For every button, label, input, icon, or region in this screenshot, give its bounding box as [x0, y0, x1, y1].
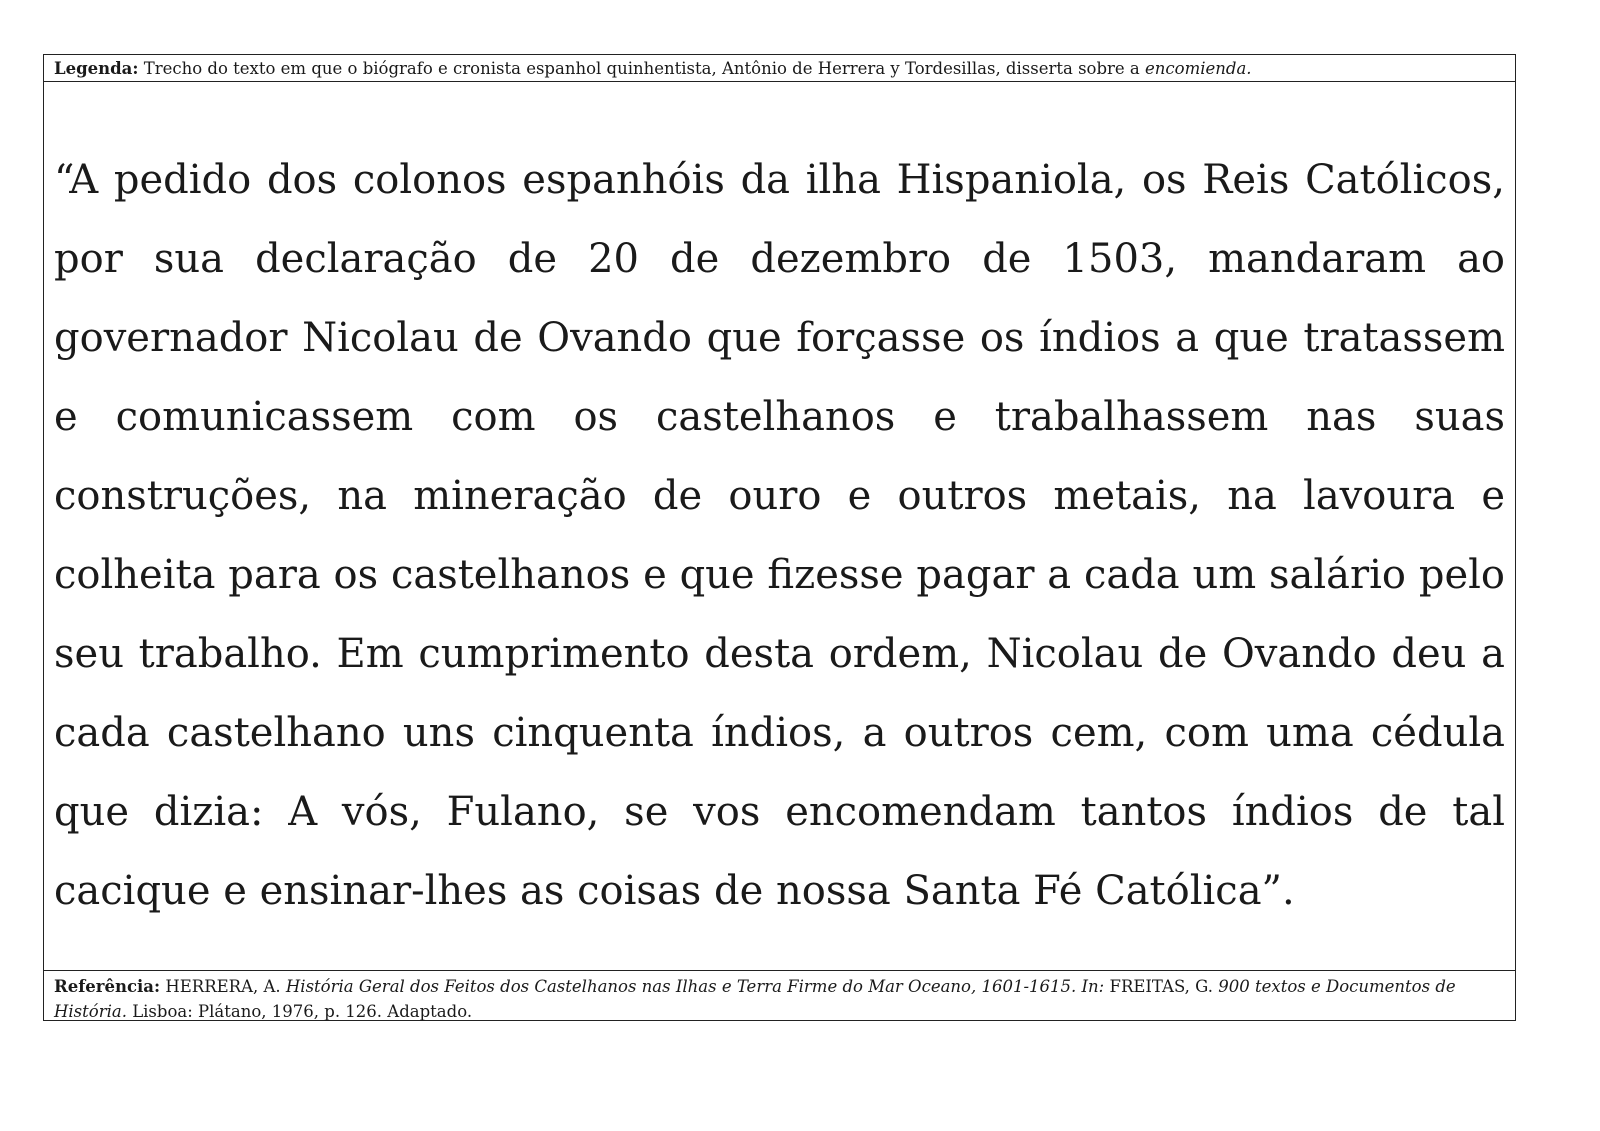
reference-publication: Lisboa: Plátano, 1976, p. 126. Adaptado.	[132, 1002, 473, 1021]
caption-text: Trecho do texto em que o biógrafo e cronista espanhol quinhentista, Antônio de Herrera y Tordesillas, disserta sobre a	[143, 59, 1140, 78]
reference-author: HERRERA, A.	[165, 977, 281, 996]
quote-text: “A pedido dos colonos espanhóis da ilha Hispaniola, os Reis Católicos, por sua declaração de 20 de dezembro de 1503, mandaram ao governador Nicolau de Ovando que forçasse os índios a que tratassem e comunicassem com os castelhanos e trabalhassem nas suas construções, na mineração de ouro e outros metais, na lavoura e colheita para os castelhanos e que fizesse pagar a cada um salário pelo seu trabalho. Em cumprimento desta ordem, Nicolau de Ovando deu a cada castelhano uns cinquenta índios, a outros cem, com uma cédula que dizia: A vós, Fulano, se vos encomendam tantos índios de tal cacique e ensinar-lhes as coisas de nossa Santa Fé Católica”.	[54, 157, 1505, 914]
reference-in-label: In:	[1081, 977, 1105, 996]
caption-label: Legenda:	[54, 59, 139, 78]
reference-editor: FREITAS, G.	[1109, 977, 1213, 996]
document-frame	[43, 54, 1516, 1021]
caption-term: encomienda.	[1145, 59, 1252, 78]
reference-work-title: História Geral dos Feitos dos Castelhanos nas Ilhas e Terra Firme do Mar Oceano, 1601-1615.	[285, 977, 1077, 996]
caption-row	[44, 55, 1515, 82]
reference-label: Referência:	[54, 977, 161, 996]
reference-book-title: 900 textos e Documentos de História.	[54, 977, 1456, 1021]
reference-row	[44, 970, 1515, 1020]
